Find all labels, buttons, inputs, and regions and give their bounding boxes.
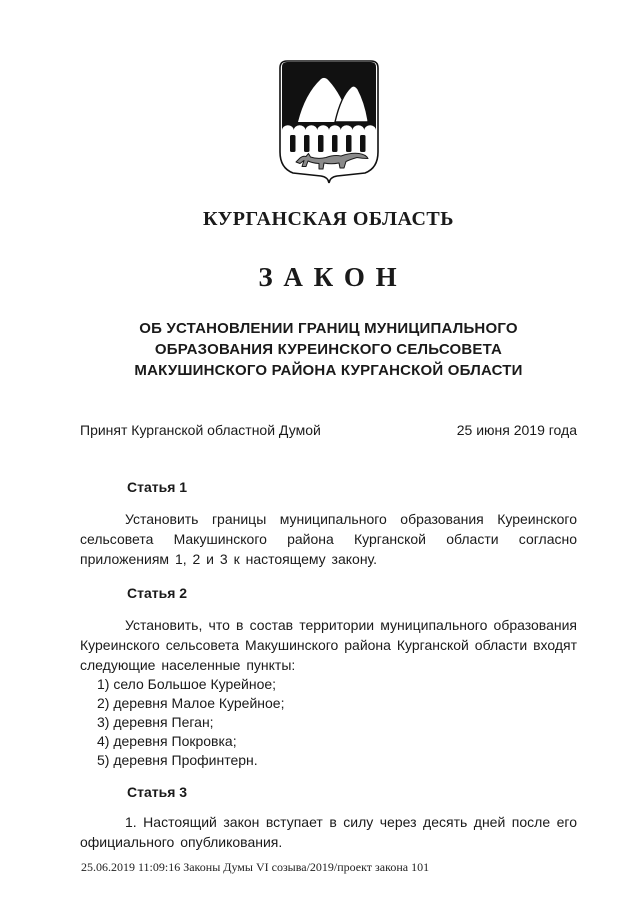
footer-stamp: 25.06.2019 11:09:16 Законы Думы VI созыва/2019/проект закона 101 [81,860,430,874]
region-title: КУРГАНСКАЯ ОБЛАСТЬ [202,208,454,230]
settlement-item-2: 2) деревня Малое Курейное; [97,695,285,711]
article-1-paragraph: Установить границы муниципального образования Куреинского сельсовета Макушинского района Курганской области согласно приложениям 1, 2 и 3 к настоящему закону. [80,511,577,567]
adoption-date: 25 июня 2019 года [456,422,577,438]
article-2-heading: Статья 2 [127,585,188,601]
document-type-title: З А К О Н [258,262,399,292]
article-3 [80,782,577,852]
adopted-by-text: Принят Курганской областной Думой [80,422,321,438]
article-3-heading: Статья 3 [127,784,188,800]
settlement-item-4: 4) деревня Покровка; [97,733,237,749]
article-3-paragraph: 1. Настоящий закон вступает в силу через десять дней после его официального опубликования. [80,814,577,850]
settlement-item-3: 3) деревня Пеган; [97,714,214,730]
coat-of-arms [279,60,379,184]
article-1 [80,477,577,569]
adoption-row [80,420,577,440]
settlement-list [80,675,577,770]
article-2-paragraph: Установить, что в состав территории муниципального образования Куреинского сельсовета Макушинского района Курганской области входят следующие населенные пункты: [80,617,577,673]
article-2 [80,583,577,770]
settlement-item-1: 1) село Большое Курейное; [97,676,277,692]
law-title [80,318,577,381]
law-title-line-3: МАКУШИНСКОГО РАЙОНА КУРГАНСКОЙ ОБЛАСТИ [134,362,523,379]
law-title-line-2: ОБРАЗОВАНИЯ КУРЕИНСКОГО СЕЛЬСОВЕТА [154,341,503,358]
article-1-heading: Статья 1 [127,479,188,495]
law-title-line-1: ОБ УСТАНОВЛЕНИИ ГРАНИЦ МУНИЦИПАЛЬНОГО [139,320,518,337]
settlement-item-5: 5) деревня Профинтерн. [97,752,258,768]
kurgan-shield-icon [279,60,379,184]
